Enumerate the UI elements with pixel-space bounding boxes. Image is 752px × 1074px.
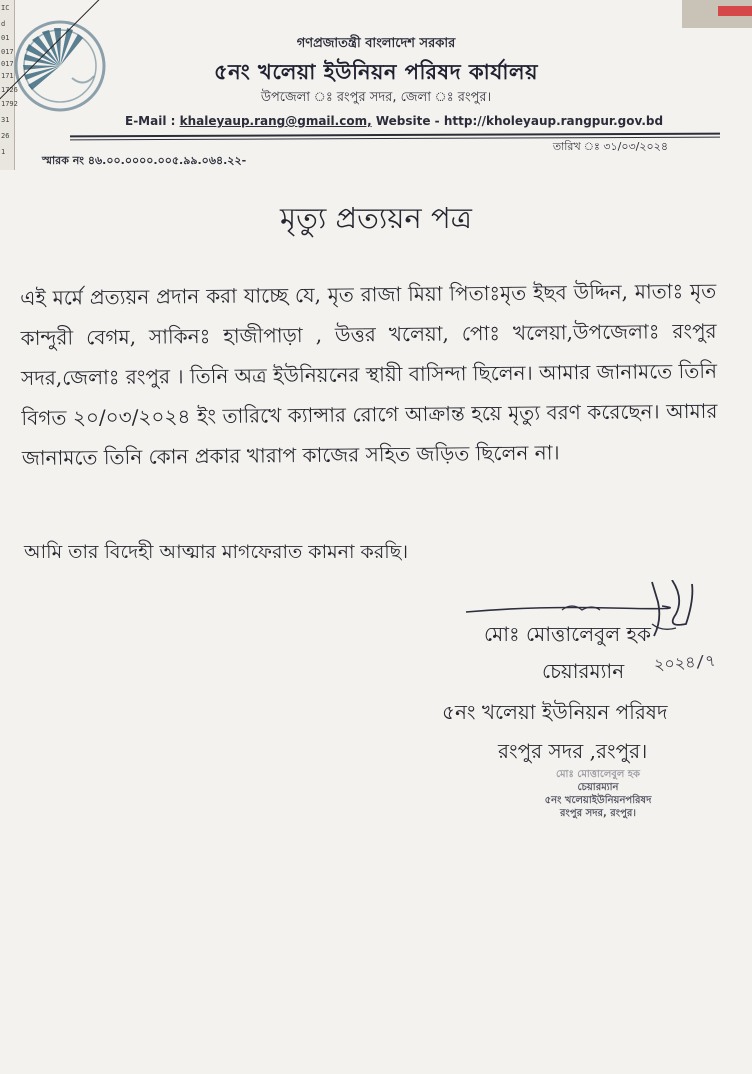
signatory-name: মোঃ মোত্তালেবুল হক (484, 622, 651, 646)
stamp-name: মোঃ মোত্তালেবুল হক (555, 769, 641, 780)
edge-number: IC (1, 4, 10, 12)
email-label: E-Mail : (125, 114, 176, 128)
edge-number: 017 (1, 48, 14, 56)
edge-number: 017 (1, 60, 14, 68)
signatory-role: চেয়ারম্যান (542, 659, 625, 683)
stamp-role: চেয়ারম্যান (577, 782, 619, 793)
edge-number: 1 (1, 148, 6, 156)
page-title: মৃত্যু প্রত্যয়ন পত্র (280, 201, 472, 235)
memo-reference: স্মারক নং ৪৬.০০.০০০০.০০৫.৯৯.০৬৪.২২- (42, 154, 247, 167)
email-link[interactable]: khaleyaup.rang@gmail.com, (179, 114, 372, 128)
edge-number: 01 (1, 34, 10, 42)
office-address: উপজেলা ঃ রংপুর সদর, জেলা ঃ রংপুর। (260, 90, 492, 105)
edge-number: 1726 (1, 86, 18, 94)
edge-number: d (1, 20, 6, 28)
stamp-org: ৫নং খলেয়াইউনিয়নপরিষদ (544, 795, 652, 806)
certificate-body: এই মর্মে প্রত্যয়ন প্রদান করা যাচ্ছে যে, মৃত রাজা মিয়া পিতাঃমৃত ইছব উদ্দিন, মাতাঃ মৃত কান্দুরী বেগম, সাকিনঃ হাজীপাড়া , উত্তর খলেয়া, পোঃ খলেয়া,উপজেলাঃ রংপুর সদর,জেলাঃ রংপুর । তিনি অত্র ইউনিয়নের স্থায়ী বাসিন্দা ছিলেন। আমার জানামতে তিনি বিগত ২০/০৩/২০২৪ ইং তারিখে ক্যান্সার রোগে আক্রান্ত হয়ে মৃত্যু বরণ করেছেন। আমার জানামতে তিনি কোন প্রকার খারাপ কাজের সহিত জড়িত ছিলেন না। (20, 278, 718, 470)
blessing-line: আমি তার বিদেহী আত্মার মাগফেরাত কামনা করছি। (24, 541, 409, 563)
red-mark (718, 6, 752, 16)
edge-number: 171 (1, 72, 14, 80)
document-date: তারিখ ঃ ৩১/০৩/২০২৪ (552, 140, 668, 153)
edge-number: 1792 (1, 100, 18, 108)
top-right-mark (682, 0, 752, 28)
office-heading: ৫নং খলেয়া ইউনিয়ন পরিষদ কার্যালয় (214, 60, 538, 84)
rubber-stamp (508, 768, 688, 820)
stamp-location: রংপুর সদর, রংপুর। (560, 808, 636, 819)
edge-number: 26 (1, 132, 10, 140)
handwritten-date: ২০২৪/৭ (653, 650, 717, 675)
contact-line (125, 114, 725, 128)
website-text[interactable]: Website - http://kholeyaup.rangpur.gov.bd (375, 114, 664, 128)
government-heading: গণপ্রজাতন্ত্রী বাংলাদেশ সরকার (296, 36, 456, 51)
signatory-organization: ৫নং খলেয়া ইউনিয়ন পরিষদ (442, 700, 668, 724)
signatory-location: রংপুর সদর ,রংপুর। (498, 739, 648, 763)
edge-number: 31 (1, 116, 10, 124)
